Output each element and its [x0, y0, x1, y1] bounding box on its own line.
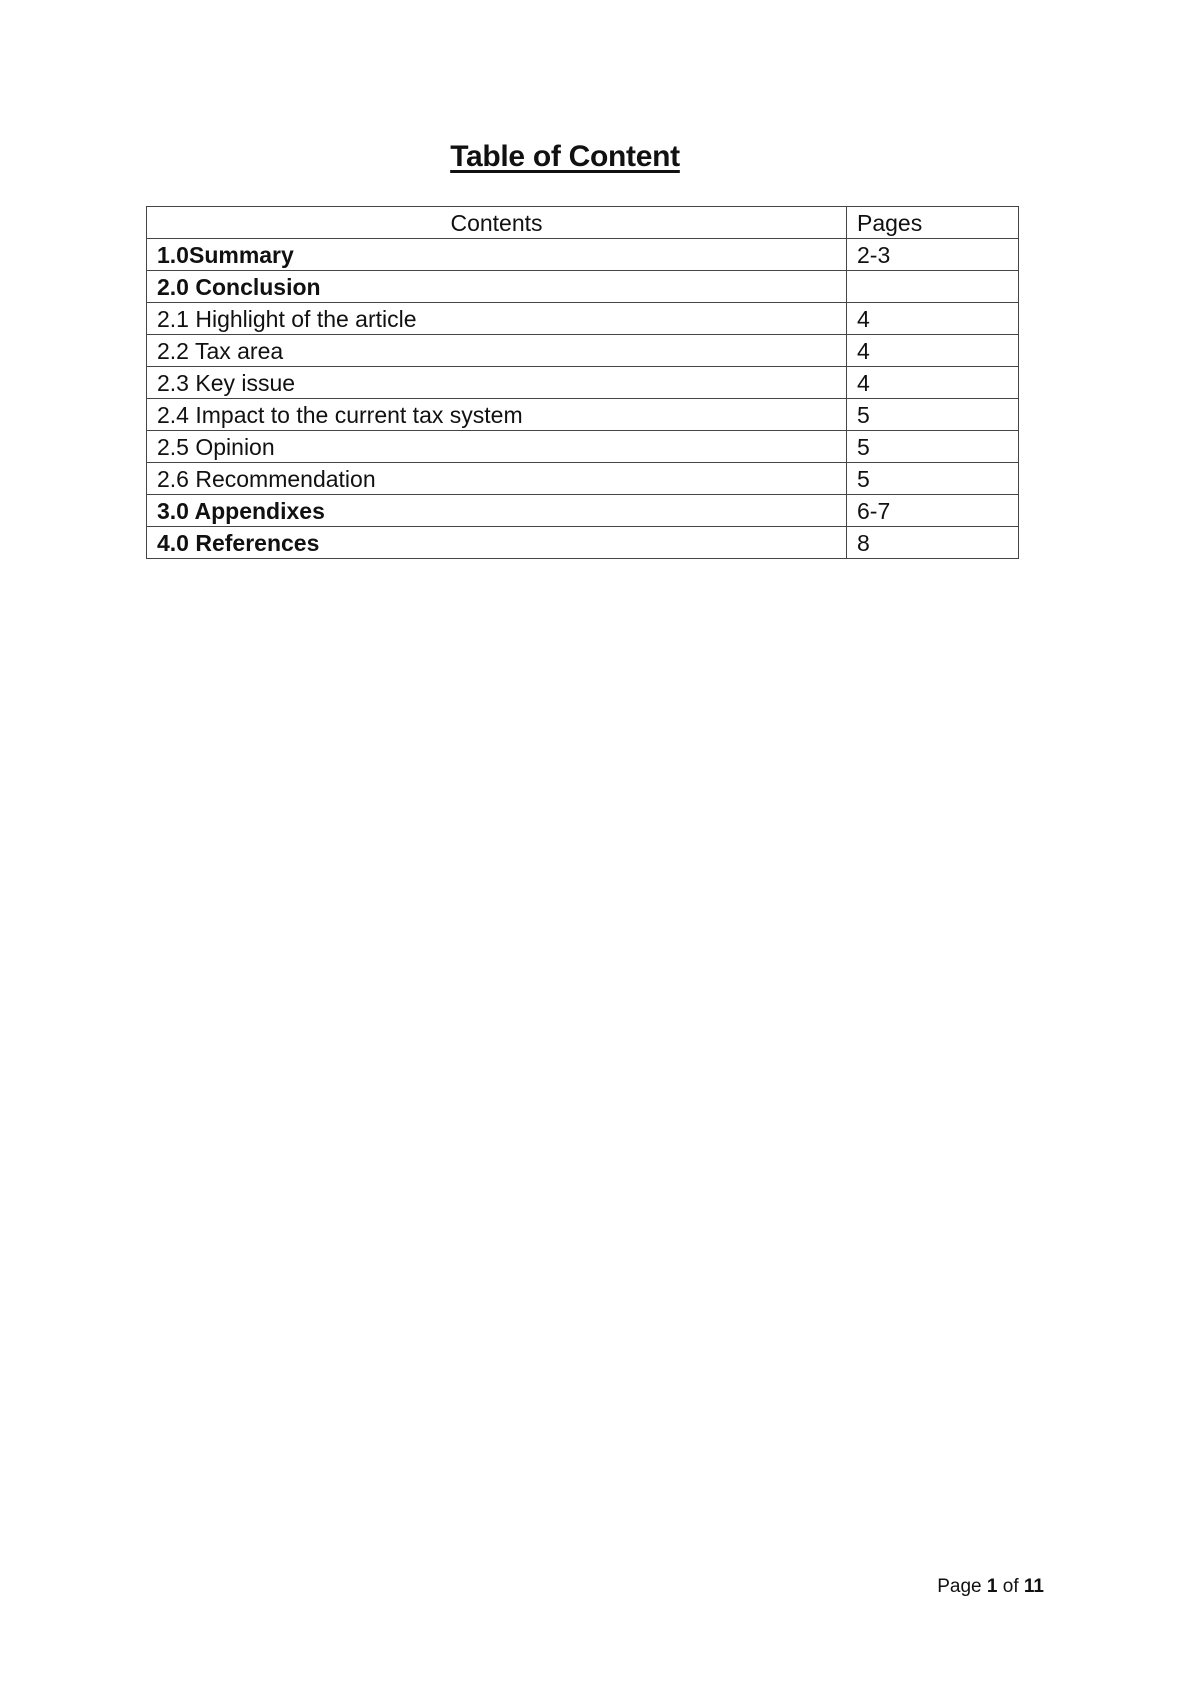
footer-total-pages: 11: [1023, 1576, 1044, 1597]
toc-entry-label: 2.3 Key issue: [147, 367, 847, 399]
toc-row: [147, 239, 1019, 271]
toc-entry-pages: 4: [847, 367, 1019, 399]
toc-entry-label: 2.6 Recommendation: [147, 463, 847, 495]
footer-current-page: 1: [986, 1576, 998, 1597]
toc-entry-pages: 5: [847, 431, 1019, 463]
toc-row: [147, 367, 1019, 399]
page-number-footer: [937, 1576, 1044, 1598]
toc-entry-pages: [847, 271, 1019, 303]
toc-entry-pages: 4: [847, 303, 1019, 335]
toc-header-row: [147, 207, 1019, 239]
toc-row: [147, 271, 1019, 303]
toc-entry-pages: 2-3: [847, 239, 1019, 271]
toc-entry-pages: 5: [847, 399, 1019, 431]
contents-header: Contents: [147, 207, 847, 239]
page-title: Table of Content: [450, 140, 680, 173]
toc-entry-label: 2.5 Opinion: [147, 431, 847, 463]
footer-of: of: [1002, 1576, 1019, 1597]
toc-row: [147, 463, 1019, 495]
toc-entry-pages: 6-7: [847, 495, 1019, 527]
toc-entry-label: 2.0 Conclusion: [147, 271, 847, 303]
toc-row: [147, 495, 1019, 527]
toc-row: [147, 303, 1019, 335]
toc-row: [147, 527, 1019, 559]
toc-entry-label: 4.0 References: [147, 527, 847, 559]
footer-prefix: Page: [937, 1576, 982, 1597]
toc-entry-pages: 8: [847, 527, 1019, 559]
toc-row: [147, 335, 1019, 367]
toc-entry-pages: 4: [847, 335, 1019, 367]
toc-entry-label: 3.0 Appendixes: [147, 495, 847, 527]
toc-row: [147, 431, 1019, 463]
pages-header: Pages: [847, 207, 1019, 239]
toc-row: [147, 399, 1019, 431]
toc-entry-label: 2.4 Impact to the current tax system: [147, 399, 847, 431]
toc-entry-label: 2.2 Tax area: [147, 335, 847, 367]
toc-entry-label: 1.0Summary: [147, 239, 847, 271]
toc-entry-label: 2.1 Highlight of the article: [147, 303, 847, 335]
toc-table: [146, 206, 1019, 559]
toc-entry-pages: 5: [847, 463, 1019, 495]
